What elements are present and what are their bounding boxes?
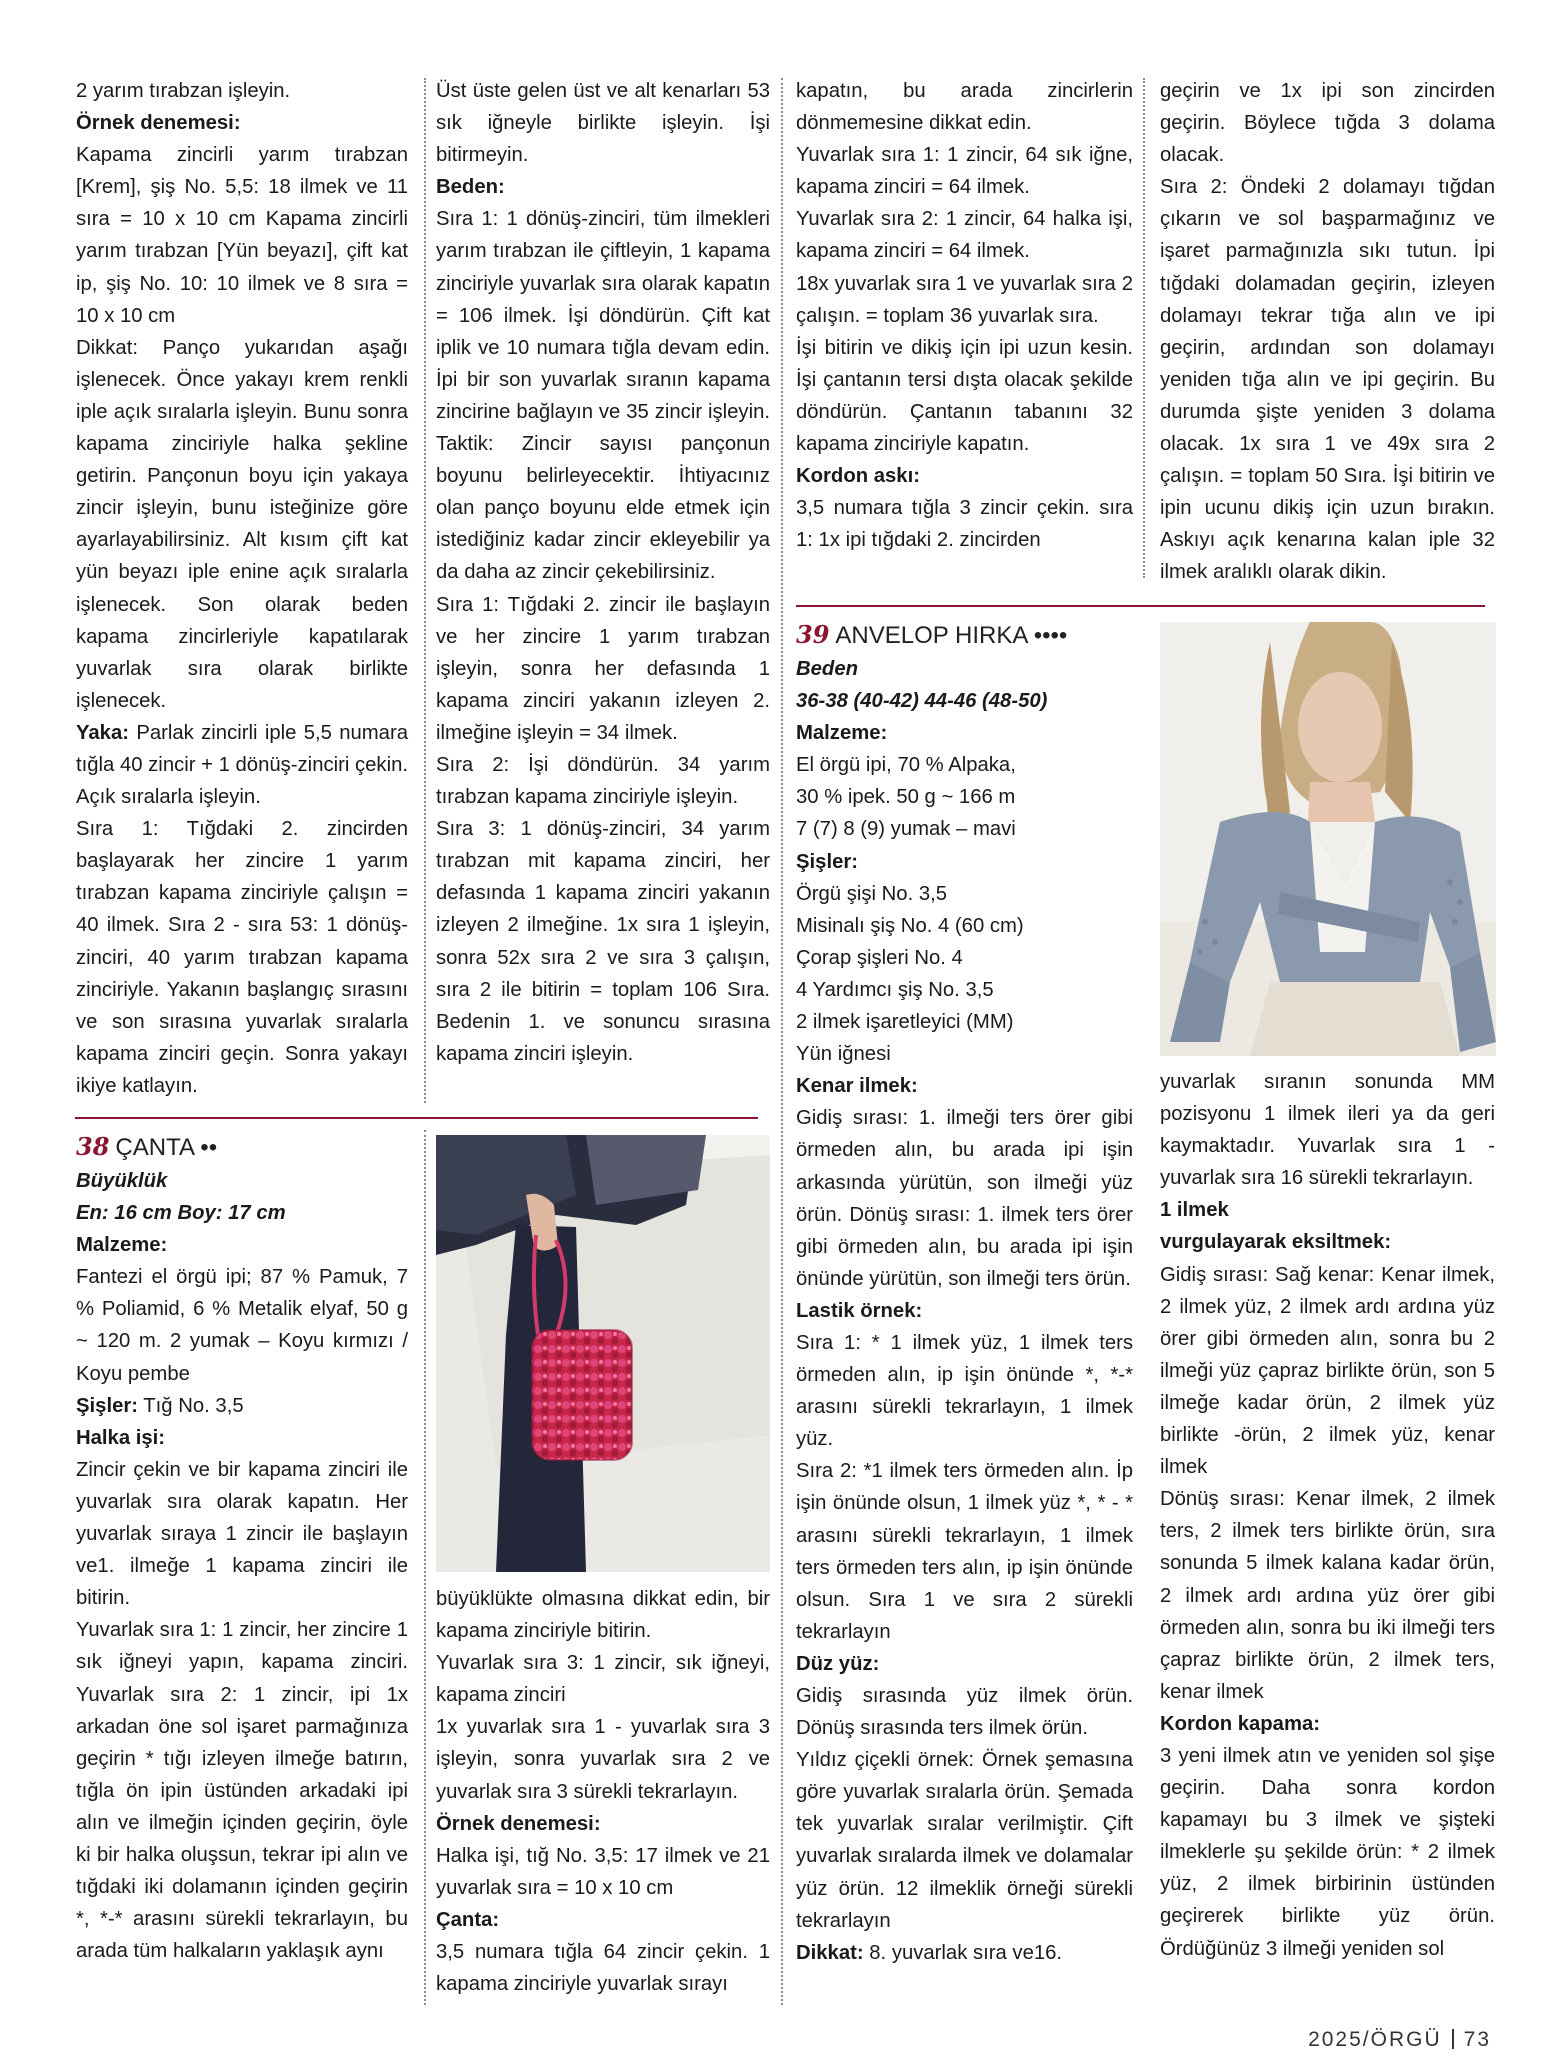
paragraph: Sıra 3: 1 dönüş-zinciri, 34 yarım tırabzan mit kapama zinciri, her defasında 1 kapama zinciri yakanın izleyen 2 ilmeğine. 1x sıra 1 işleyin, sonra 52x sıra 2 ve sıra 3 çalışın, sıra 2 ile bitirin = toplam 106 Sıra. Bedenin 1. ve sonuncu sırasına kapama zinciri işleyin. — [436, 818, 770, 1065]
paragraph: vurgulayarak eksiltmek: — [1160, 1231, 1392, 1254]
bag-photo-illustration — [436, 1135, 770, 1572]
paragraph: 3,5 numara tığla 3 zincir çekin. sıra 1: 1x ipi tığdaki 2. zincirden — [796, 497, 1133, 552]
section-rule-canta — [75, 1117, 758, 1119]
paragraph: Beden: — [436, 176, 505, 199]
paragraph: Kapama zincirli yarım tırabzan [Krem], şiş No. 5,5: 18 ilmek ve 11 sıra = 10 x 10 cm Kapama zincirli yarım tırabzan [Yün beyazı], çift kat ip, şiş No. 10: 10 ilmek ve 8 sıra = 10 x 10 cm — [76, 144, 408, 327]
paragraph: Sıra 2: *1 ilmek ters örmeden alın. İp işin önünde olsun, 1 ilmek yüz *, * - * arasını sürekli tekrarlayın, 1 ilmek ters örmeden ters alın, ip işin önünde olsun. Sıra 1 ve sıra 2 sürekli tekrarlayın — [796, 1460, 1133, 1643]
paragraph: Lastik örnek: — [796, 1299, 923, 1322]
column-2-text — [436, 75, 770, 1070]
paragraph-lead: Dikkat: — [796, 1941, 864, 1964]
page-number: 73 — [1463, 2028, 1491, 2051]
paragraph: 4 Yardımcı şiş No. 3,5 — [796, 978, 994, 1001]
canta-continuation — [436, 1583, 770, 2000]
paragraph: Dikkat: Panço yukarıdan aşağı işlenecek. Önce yakayı krem renkli iple açık sıralarla işleyin. Bunu sonra kapama zinciriyle halka şekline getirin. Pançonun boyu için yakaya zincir işleyin, bunu isteğinize göre ayarlayabilirsiniz. Alt kısım çift kat yün beyazı iple enine açık sıralarla işlenecek. Son olarak beden kapama zincirleriyle kapatılarak yuvarlak sıra olarak birlikte işlenecek. — [76, 336, 408, 712]
paragraph: 36-38 (40-42) 44-46 (48-50) — [796, 690, 1048, 713]
paragraph: Örgü şişi No. 3,5 — [796, 882, 948, 905]
paragraph: büyüklükte olmasına dikkat edin, bir kapama zinciriyle bitirin. — [436, 1588, 770, 1643]
paragraph: Kordon kapama: — [1160, 1712, 1321, 1735]
paragraph: Gidiş sırası: Sağ kenar: Kenar ilmek, 2 ilmek yüz, 2 ilmek ardı ardına yüz örer gibi örmeden alın, sonra bu 2 ilmeği yüz çapraz birlikte örün, son 5 ilmeğe kadar örün, 2 ilmek yüz birlikte -örün, 2 ilmek yüz, kenar ilmek — [1160, 1263, 1495, 1479]
paragraph: Üst üste gelen üst ve alt kenarları 53 sık iğneyle birlikte işleyin. İşi bitirmeyin. — [436, 80, 770, 167]
paragraph: Halka işi, tığ No. 3,5: 17 ilmek ve 21 yuvarlak sıra = 10 x 10 cm — [436, 1844, 770, 1899]
paragraph: Şişler: — [796, 850, 859, 873]
cardigan-photo-illustration — [1160, 622, 1496, 1056]
paragraph: geçirin ve 1x ipi son zincirden geçirin. Böylece tığda 3 dolama olacak. — [1160, 80, 1495, 167]
hirka-title: ANVELOP HIRKA •••• — [835, 622, 1068, 649]
paragraph: 3,5 numara tığla 64 zincir çekin. 1 kapama zinciriyle yuvarlak sırayı — [436, 1941, 770, 1996]
paragraph: yuvarlak sıranın sonunda MM pozisyonu 1 ilmek ileri ya da geri kaymaktadır. Yuvarlak sıra 1 - yuvarlak sıra 16 sürekli tekrarlayın. — [1160, 1071, 1495, 1190]
hirka-heading — [796, 618, 1133, 653]
section-rule-hirka — [796, 605, 1485, 607]
paragraph: Zincir çekin ve bir kapama zinciri ile yuvarlak sıra olarak kapatın. Her yuvarlak sıraya 1 zincir ile başlayın ve1. ilmeğe 1 kapama zinciri ile bitirin. — [76, 1458, 408, 1610]
paragraph: Sıra 1: Tığdaki 2. zincirden başlayarak her zincire 1 yarım tırabzan kapama zinciriyle çalışın = 40 ilmek. Sıra 2 - sıra 53: 1 dönüş-zinciri, 40 yarım tırabzan kapama zinciriyle. Yakanın başlangıç sırasını ve son sırasına yuvarlak sıralarla kapama zinciri geçin. Sonra yakayı ikiye katlayın. — [76, 818, 408, 1097]
canta-title: ÇANTA •• — [115, 1134, 218, 1161]
paragraph: 18x yuvarlak sıra 1 ve yuvarlak sıra 2 çalışın. = toplam 36 yuvarlak sıra. — [796, 272, 1133, 327]
paragraph: Gidiş sırasında yüz ilmek örün. Dönüş sırasında ters ilmek örün. — [796, 1685, 1133, 1740]
paragraph: 1 ilmek — [1160, 1199, 1229, 1222]
paragraph: Gidiş sırası: 1. ilmeği ters örer gibi örmeden alın, bu arada ipi işin arkasında yürütün, son ilmeği yüz örün. Dönüş sırası: 1. ilmek ters örer gibi örmeden alın, bu arada ipi işin önünde yürütün, son ilmeği ters örün. — [796, 1107, 1133, 1290]
hirka-section — [796, 618, 1133, 1969]
column-separator — [424, 78, 426, 1103]
paragraph: Kenar ilmek: — [796, 1075, 918, 1098]
paragraph: kapatın, bu arada zincirlerin dönmemesine dikkat edin. — [796, 80, 1133, 135]
paragraph: Yuvarlak sıra 1: 1 zincir, her zincire 1 sık iğneyi yapın, kapama zinciri. Yuvarlak sıra 2: 1 zincir, ipi 1x arkadan öne sol işaret parmağınıza geçirin * tığı izleyen ilmeğe batırın, tığla ön ipin üstünden arkadaki ipi alın ve ilmeğin içinden geçirin, öyle ki bir halka oluşsun, tekrar ipi alın ve tığdaki iki dolamanın içinden geçirin *, *-* arasını sürekli tekrarlayın, bu arada tüm halkaların yaklaşık aynı — [76, 1619, 408, 1963]
paragraph: Yıldız çiçekli örnek: Örnek şemasına göre yuvarlak sıralarla örün. Şemada tek yuvarlak sıralar verilmiştir. Çift yuvarlak sıralarda ilmek ve dolamalar yüz örün. 12 ilmeklik örneği sürekli tekrarlayın — [796, 1749, 1133, 1932]
paragraph: Çanta: — [436, 1908, 500, 1931]
paragraph-text: Parlak zincirli iple 5,5 numara tığla 40 zincir + 1 dönüş-zinciri çekin. Açık sıralarla işleyin. — [76, 721, 408, 809]
paragraph — [76, 717, 408, 813]
paragraph: Yuvarlak sıra 3: 1 zincir, sık iğneyi, kapama zinciri — [436, 1652, 770, 1707]
paragraph-lead: Şişler: — [76, 1394, 139, 1417]
column-separator — [781, 78, 783, 2005]
paragraph: Düz yüz: — [796, 1652, 880, 1675]
paragraph: Malzeme: — [796, 722, 888, 745]
paragraph-text: 8. yuvarlak sıra ve16. — [863, 1941, 1063, 1964]
paragraph: Malzeme: — [76, 1234, 168, 1257]
canta-number: 38 — [76, 1132, 110, 1161]
paragraph — [76, 1390, 408, 1422]
paragraph: Sıra 1: 1 dönüş-zinciri, tüm ilmekleri yarım tırabzan ile çiftleyin, 1 kapama zinciriyle yuvarlak sıra olarak kapatın = 106 ilmek. İşi döndürün. Çift kat iplik ve 10 numara tığla devam edin. İpi bir son yuvarlak sıranın kapama zincirine bağlayın ve 35 zincir işleyin. Taktik: Zincir sayısı pançonun boyunu belirleyecektir. İhtiyacınız olan panço boyunu elde etmek için istediğiniz kadar zincir ekleyebilir ya da daha az zincir çekebilirsiniz. — [436, 208, 770, 584]
paragraph-lead: Yaka: — [76, 721, 130, 744]
column-4-text — [1160, 75, 1495, 589]
paragraph: 30 % ipek. 50 g ~ 166 m — [796, 786, 1016, 809]
paragraph: Sıra 2: İşi döndürün. 34 yarım tırabzan kapama zinciriyle işleyin. — [436, 753, 770, 809]
footer-magazine: 2025/ÖRGÜ — [1308, 2028, 1442, 2051]
paragraph: Yün iğnesi — [796, 1043, 891, 1066]
paragraph — [796, 1937, 1133, 1969]
paragraph: Örnek denemesi: — [436, 1812, 601, 1835]
paragraph: Sıra 1: Tığdaki 2. zincir ile başlayın ve her zincire 1 yarım tırabzan işleyin, sonra her defasında 1 kapama zinciri yakanın izleyen 2. ilmeğine işleyin = 34 ilmek. — [436, 593, 770, 744]
paragraph: 7 (7) 8 (9) yumak – mavi — [796, 818, 1016, 841]
column-3-text — [796, 75, 1133, 556]
paragraph: Sıra 2: Öndeki 2 dolamayı tığdan çıkarın ve sol başparmağınız ve işaret parmağınızla sıkı tutun. İpi tığdaki dolamadan geçirin, izleyen dolamayı tekrar tığa alın ve ipi geçirin, ardından son dolamayı yeniden tığa alın ve ipi geçirin. Bu durumda şişte yeniden 3 dolama olacak. 1x sıra 1 ve 49x sıra 2 çalışın. = toplam 50 Sıra. İşi bitirin ve ipin ucunu dikiş için uzun bırakın. Askıyı açık kenarına kalan iple 32 ilmek aralıklı olarak dikin. — [1160, 176, 1495, 584]
paragraph: Kordon askı: — [796, 465, 920, 488]
footer-divider — [1452, 2029, 1454, 2049]
paragraph: En: 16 cm Boy: 17 cm — [76, 1202, 286, 1225]
hirka-number: 39 — [796, 620, 830, 649]
paragraph-text: Tığ No. 3,5 — [138, 1394, 244, 1417]
paragraph: Çorap şişleri No. 4 — [796, 946, 963, 969]
cardigan-photo — [1160, 622, 1496, 1056]
paragraph: 2 yarım tırabzan işleyin. — [76, 80, 291, 102]
hirka-continuation — [1160, 1066, 1495, 1965]
paragraph: İşi bitirin ve dikiş için ipi uzun kesin. İşi çantanın tersi dışta olacak şekilde döndürün. Çantanın tabanını 32 kapama zinciriyle kapatın. — [796, 336, 1133, 456]
paragraph: Sıra 1: * 1 ilmek yüz, 1 ilmek ters örmeden alın, ip işin önünde *, *-* arasını sürekli tekrarlayın, 1 ilmek yüz. — [796, 1331, 1133, 1451]
canta-section — [76, 1130, 408, 1967]
paragraph: El örgü ipi, 70 % Alpaka, — [796, 754, 1016, 777]
paragraph: Halka işi: — [76, 1426, 166, 1449]
paragraph: Büyüklük — [76, 1170, 168, 1192]
column-separator — [1143, 78, 1145, 578]
page-footer — [1308, 2028, 1491, 2052]
paragraph: 1x yuvarlak sıra 1 - yuvarlak sıra 3 işleyin, sonra yuvarlak sıra 2 ve yuvarlak sıra 3 sürekli tekrarlayın. — [436, 1716, 770, 1803]
paragraph: 2 ilmek işaretleyici (MM) — [796, 1011, 1014, 1034]
paragraph: 3 yeni ilmek atın ve yeniden sol şişe geçirin. Daha sonra kordon kapamayı bu 3 ilmek ve şişteki ilmeklerle şu şekilde örün: * 2 ilmek yüz, 2 ilmek birbirinin üstünden geçirerek birlikte yüz örün. Ördüğünüz 3 ilmeği yeniden sol — [1160, 1744, 1495, 1960]
paragraph: Fantezi el örgü ipi; 87 % Pamuk, 7 % Poliamid, 6 % Metalik elyaf, 50 g ~ 120 m. 2 yumak – Koyu kırmızı / Koyu pembe — [76, 1266, 408, 1385]
paragraph: Yuvarlak sıra 2: 1 zincir, 64 halka işi, kapama zinciri = 64 ilmek. — [796, 208, 1133, 263]
bag-photo — [436, 1135, 770, 1572]
column-separator — [424, 1130, 426, 2005]
paragraph: Misinalı şiş No. 4 (60 cm) — [796, 914, 1024, 937]
paragraph: Örnek denemesi: — [76, 112, 241, 135]
column-1-text — [76, 75, 408, 1102]
paragraph: Dönüş sırası: Kenar ilmek, 2 ilmek ters, 2 ilmek ters birlikte örün, sıra sonunda 5 ilmek kalana kadar örün, 2 ilmek ardı ardına yüz örer gibi örmeden alın, sonra bu iki ilmeği ters çapraz birlikte örün, 2 ilmek ters, kenar ilmek — [1160, 1488, 1495, 1703]
paragraph: Beden — [796, 658, 858, 680]
paragraph: Yuvarlak sıra 1: 1 zincir, 64 sık iğne, kapama zinciri = 64 ilmek. — [796, 144, 1133, 199]
canta-heading — [76, 1130, 408, 1165]
